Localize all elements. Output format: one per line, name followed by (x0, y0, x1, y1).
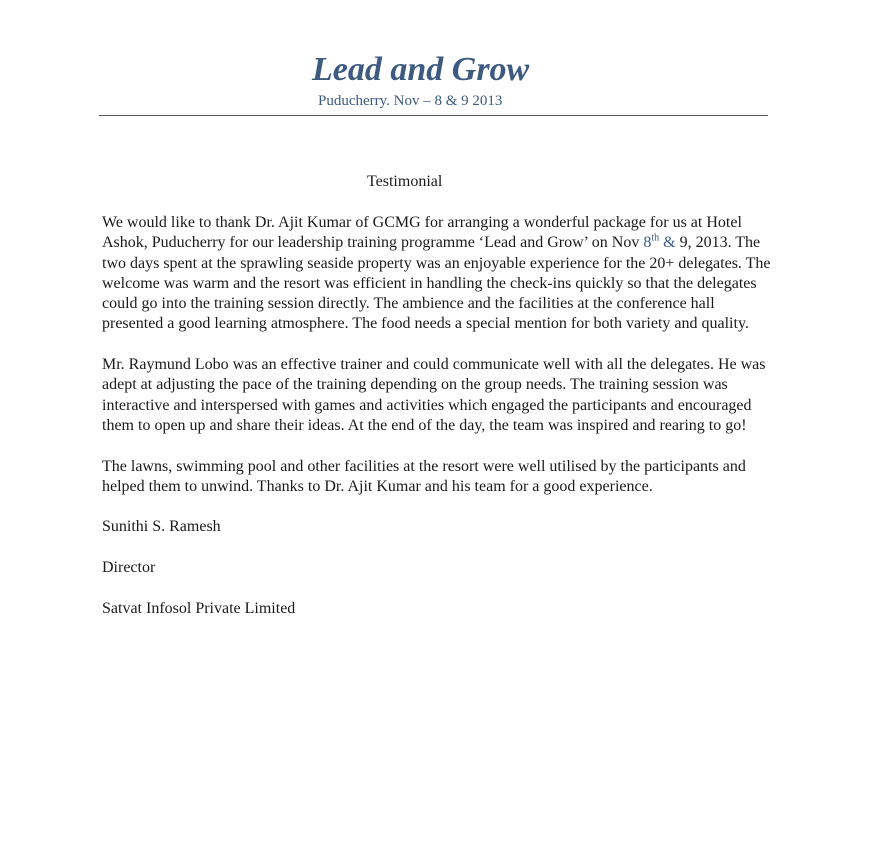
signature-role: Director (102, 559, 156, 577)
date-day: 8 (643, 234, 652, 252)
letterhead-title: Lead and Grow (312, 51, 530, 88)
paragraph-1 (102, 213, 774, 335)
paragraph-1-text-after-date: 9, 2013. The two days spent at the sprawling seaside property was an enjoyable experience for the 20+ delegates. The welcome was warm and the resort was efficient in handling the check-ins quickly so that the delegates could go into the training session directly. The ambience and the facilities at the conference hall presented a good learning atmosphere. The food needs a special mention for both variety and quality. (102, 234, 771, 333)
header-divider (99, 115, 768, 116)
date-suffix: th (651, 232, 660, 244)
signature-name: Sunithi S. Ramesh (102, 518, 221, 536)
paragraph-2: Mr. Raymund Lobo was an effective trainer and could communicate well with all the delegates. He was adept at adjusting the pace of the training depending on the group needs. The training session was interactive and interspersed with games and activities which engaged the participants and encouraged them to open up and share their ideas. At the end of the day, the team was inspired and rearing to go! (102, 356, 766, 434)
paragraph-3: The lawns, swimming pool and other facilities at the resort were well utilised by the participants and helped them to unwind. Thanks to Dr. Ajit Kumar and his team for a good experience. (102, 457, 746, 495)
date-ampersand: & (659, 234, 680, 252)
document-title: Testimonial (367, 173, 443, 190)
signature-company: Satvat Infosol Private Limited (102, 599, 296, 617)
paragraph-1-text-before-date: We would like to thank Dr. Ajit Kumar of GCMG for arranging a wonderful package for us at Hotel Ashok, Puducherry for our leadership training programme ‘Lead and Grow’ on Nov (102, 214, 742, 252)
letterhead-subtitle: Puducherry. Nov – 8 & 9 2013 (318, 93, 503, 109)
date-highlight (643, 234, 679, 251)
document-body (102, 213, 774, 639)
